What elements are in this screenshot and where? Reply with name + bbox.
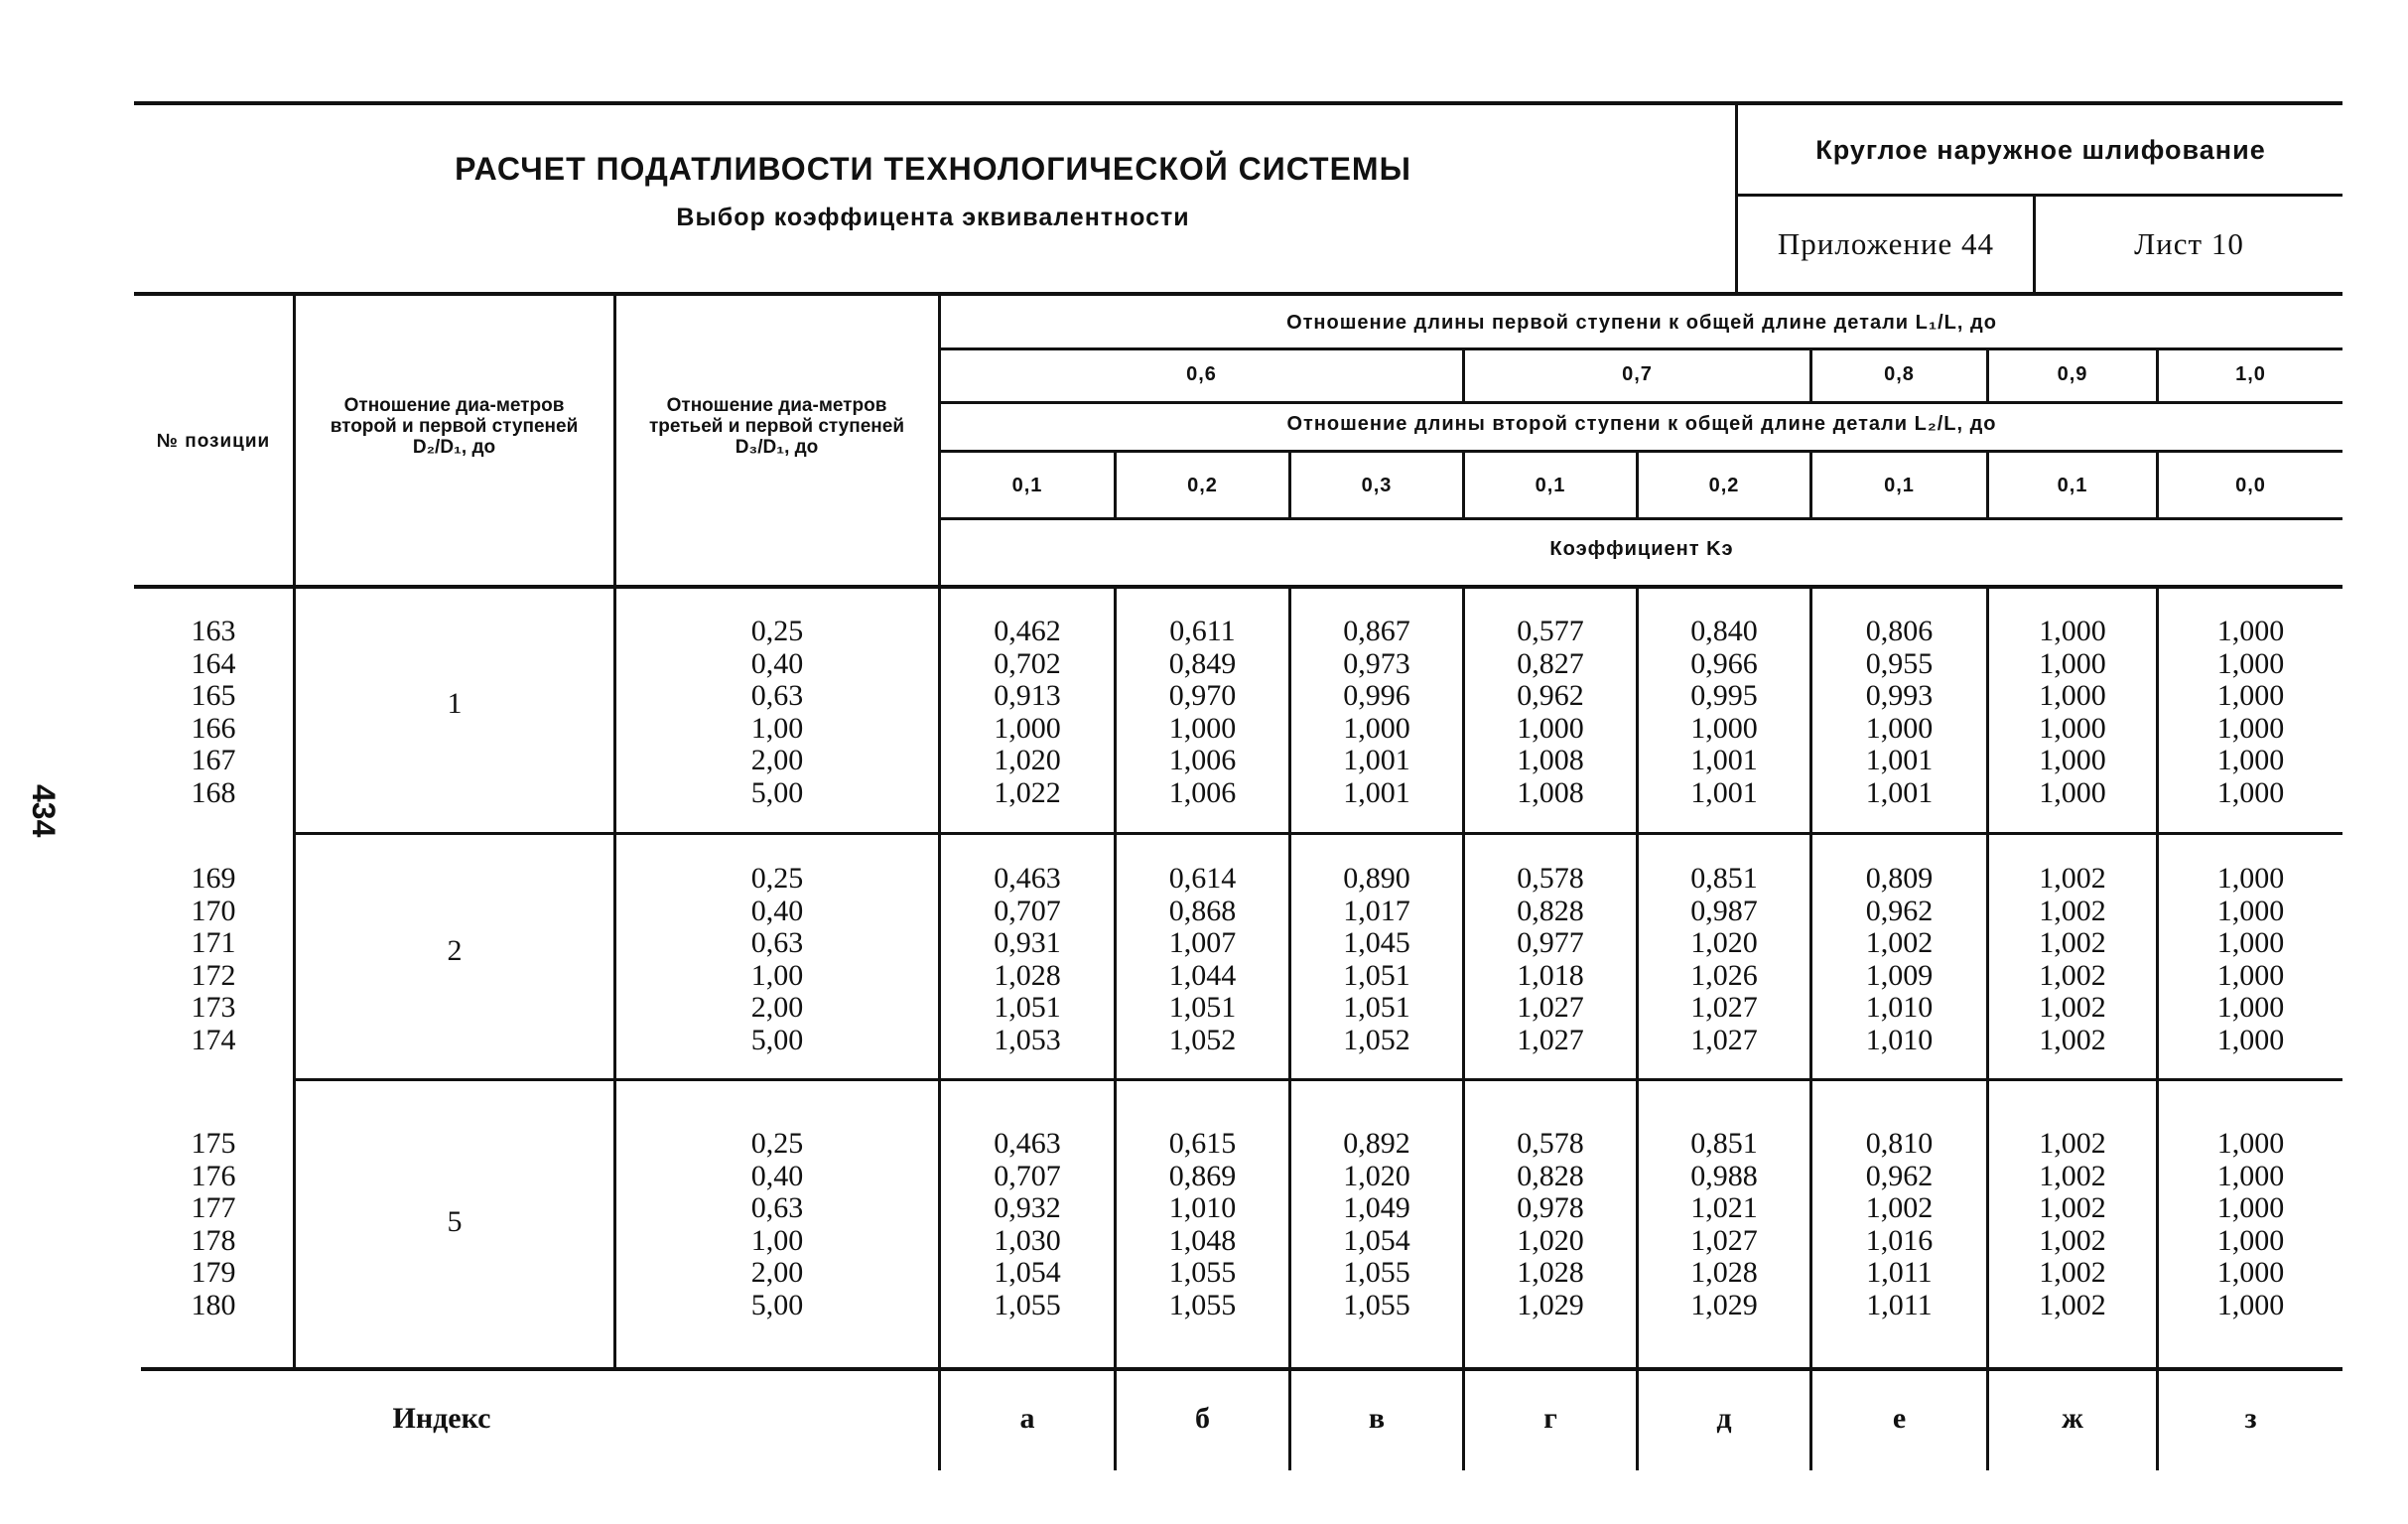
category-label: Круглое наружное шлифование bbox=[1815, 135, 2266, 165]
header-box-divider bbox=[1735, 101, 1738, 292]
index-label: Индекс bbox=[392, 1402, 491, 1435]
col-d3-header: Отношение диа-метров третьей и первой ступеней D₃/D₁, до bbox=[648, 395, 905, 458]
l1-header-rule bbox=[941, 347, 2342, 350]
values-zh-group-2: 1,002 1,002 1,002 1,002 1,002 1,002 bbox=[2039, 862, 2106, 1056]
page-number: 434 bbox=[26, 784, 62, 838]
values-zh-group-1: 1,000 1,000 1,000 1,000 1,000 1,000 bbox=[2039, 615, 2106, 809]
index-value: ж bbox=[2062, 1402, 2083, 1435]
l1-value: 0,7 bbox=[1622, 363, 1653, 385]
d2-group-3: 5 bbox=[447, 1205, 463, 1238]
values-g-group-2: 0,578 0,828 0,977 1,018 1,027 1,027 bbox=[1517, 862, 1584, 1056]
index-value: а bbox=[1019, 1402, 1035, 1435]
values-e-group-3: 0,810 0,962 1,002 1,016 1,011 1,011 bbox=[1865, 1127, 1934, 1321]
d3-group-2: 0,25 0,40 0,63 1,00 2,00 5,00 bbox=[750, 862, 804, 1056]
values-b-group-1: 0,611 0,849 0,970 1,000 1,006 1,006 bbox=[1168, 615, 1237, 809]
index-value: г bbox=[1543, 1402, 1557, 1435]
index-row-rule bbox=[141, 1367, 2342, 1371]
l2-value: 0,1 bbox=[2057, 475, 2088, 496]
index-value: з bbox=[2244, 1402, 2257, 1435]
positions-group-2: 169 170 171 172 173 174 bbox=[191, 862, 236, 1056]
body-top-rule bbox=[134, 585, 2342, 589]
d2-group-2: 2 bbox=[447, 934, 463, 967]
values-v-group-1: 0,867 0,973 0,996 1,000 1,001 1,001 bbox=[1343, 615, 1410, 809]
l2-value: 0,0 bbox=[2235, 475, 2266, 496]
l2-header-rule bbox=[941, 450, 2342, 453]
values-z-group-3: 1,000 1,000 1,000 1,000 1,000 1,000 bbox=[2216, 1127, 2285, 1321]
d3-group-3: 0,25 0,40 0,63 1,00 2,00 5,00 bbox=[750, 1127, 804, 1321]
l2-value: 0,2 bbox=[1708, 475, 1740, 496]
table-top-rule bbox=[134, 292, 2342, 296]
index-value: в bbox=[1368, 1402, 1386, 1435]
values-a-group-2: 0,463 0,707 0,931 1,028 1,051 1,053 bbox=[994, 862, 1061, 1056]
l1-header: Отношение длины первой ступени к общей длине детали L₁/L, до bbox=[1286, 312, 1997, 334]
l2-value: 0,2 bbox=[1187, 475, 1218, 496]
values-b-group-2: 0,614 0,868 1,007 1,044 1,051 1,052 bbox=[1168, 862, 1237, 1056]
values-b-group-3: 0,615 0,869 1,010 1,048 1,055 1,055 bbox=[1168, 1127, 1237, 1321]
values-z-group-1: 1,000 1,000 1,000 1,000 1,000 1,000 bbox=[2216, 615, 2285, 809]
sheet-label: Лист 10 bbox=[2134, 226, 2244, 261]
values-g-group-3: 0,578 0,828 0,978 1,020 1,028 1,029 bbox=[1517, 1127, 1584, 1321]
values-a-group-3: 0,463 0,707 0,932 1,030 1,054 1,055 bbox=[994, 1127, 1061, 1321]
l2-header: Отношение длины второй ступени к общей длине детали L₂/L, до bbox=[1286, 413, 1997, 435]
values-e-group-1: 0,806 0,955 0,993 1,000 1,001 1,001 bbox=[1865, 615, 1934, 809]
l1-value: 1,0 bbox=[2235, 363, 2266, 385]
header-box-mid-rule bbox=[1735, 194, 2342, 197]
index-value: е bbox=[1892, 1402, 1907, 1435]
values-z-group-2: 1,000 1,000 1,000 1,000 1,000 1,000 bbox=[2216, 862, 2285, 1056]
col-d2-header: Отношение диа-метров второй и первой ступеней D₂/D₁, до bbox=[330, 395, 579, 458]
col-position-header: № позиции bbox=[156, 431, 271, 452]
values-zh-group-3: 1,002 1,002 1,002 1,002 1,002 1,002 bbox=[2039, 1127, 2106, 1321]
l2-value: 0,1 bbox=[1884, 475, 1915, 496]
positions-group-1: 163 164 165 166 167 168 bbox=[191, 615, 236, 809]
appendix-label: Приложение 44 bbox=[1777, 226, 1995, 261]
l2-value: 0,1 bbox=[1535, 475, 1566, 496]
coef-header: Коэффициент Kэ bbox=[1549, 538, 1734, 560]
values-g-group-1: 0,577 0,827 0,962 1,000 1,008 1,008 bbox=[1517, 615, 1584, 809]
positions-group-3: 175 176 177 178 179 180 bbox=[191, 1127, 236, 1321]
l2-header-top-rule bbox=[941, 401, 2342, 404]
values-d-group-3: 0,851 0,988 1,021 1,027 1,028 1,029 bbox=[1690, 1127, 1758, 1321]
d2-group-1: 1 bbox=[447, 687, 463, 720]
l1-value: 0,9 bbox=[2057, 363, 2088, 385]
values-d-group-1: 0,840 0,966 0,995 1,000 1,001 1,001 bbox=[1690, 615, 1758, 809]
index-value: д bbox=[1716, 1402, 1732, 1435]
d3-group-1: 0,25 0,40 0,63 1,00 2,00 5,00 bbox=[750, 615, 804, 809]
values-e-group-2: 0,809 0,962 1,002 1,009 1,010 1,010 bbox=[1865, 862, 1934, 1056]
page-title: РАСЧЕТ ПОДАТЛИВОСТИ ТЕХНОЛОГИЧЕСКОЙ СИСТЕМЫ bbox=[455, 151, 1411, 187]
values-v-group-3: 0,892 1,020 1,049 1,054 1,055 1,055 bbox=[1343, 1127, 1410, 1321]
values-d-group-2: 0,851 0,987 1,020 1,026 1,027 1,027 bbox=[1690, 862, 1758, 1056]
l2-value: 0,1 bbox=[1011, 475, 1043, 496]
values-a-group-1: 0,462 0,702 0,913 1,000 1,020 1,022 bbox=[994, 615, 1061, 809]
group-separator bbox=[296, 832, 2342, 835]
page-subtitle: Выбор коэффицента эквивалентности bbox=[676, 204, 1190, 231]
l1-value: 0,6 bbox=[1186, 363, 1217, 385]
top-rule bbox=[134, 101, 2342, 105]
l2-value: 0,3 bbox=[1361, 475, 1393, 496]
l1-value: 0,8 bbox=[1884, 363, 1915, 385]
coef-header-top-rule bbox=[941, 517, 2342, 520]
group-separator bbox=[296, 1078, 2342, 1081]
values-v-group-2: 0,890 1,017 1,045 1,051 1,051 1,052 bbox=[1343, 862, 1410, 1056]
index-value: б bbox=[1195, 1402, 1210, 1435]
